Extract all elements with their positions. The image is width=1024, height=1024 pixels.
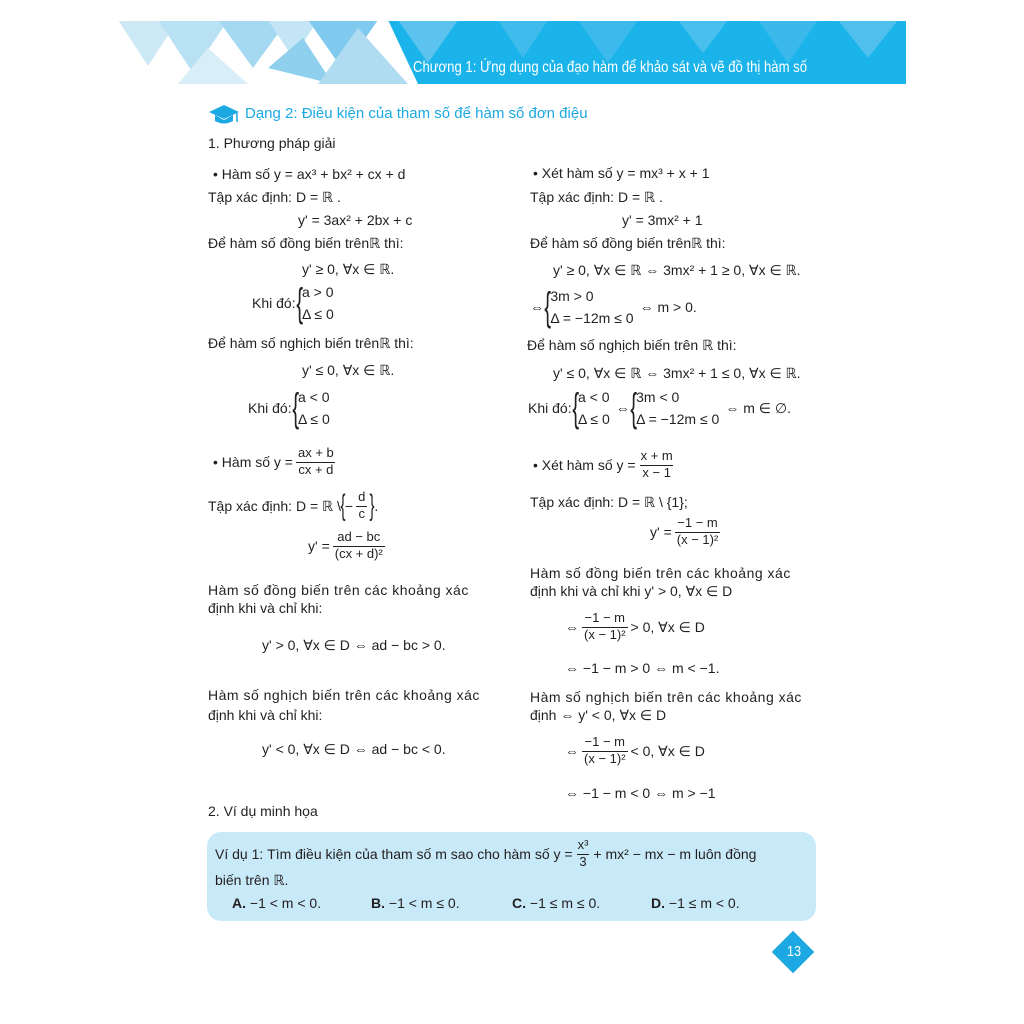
row: 3m > 0 bbox=[550, 287, 594, 304]
row: 3m < 0 bbox=[636, 388, 680, 405]
denominator: (x − 1)² bbox=[584, 750, 626, 766]
right-rational-domain: Tập xác định: D = ℝ \ {1}; bbox=[530, 494, 688, 510]
left-derivative: y' = 3ax² + 2bx + c bbox=[298, 212, 413, 228]
equiv: ⇔ bbox=[565, 742, 579, 759]
subsection-examples: 2. Ví dụ minh họa bbox=[208, 803, 318, 819]
text: Hàm số y = ax³ + bx² + cx + d bbox=[221, 166, 406, 182]
page-number: 13 bbox=[786, 943, 802, 960]
denominator: c bbox=[358, 506, 365, 521]
text: y' = bbox=[650, 523, 672, 540]
numerator: −1 − m bbox=[584, 734, 625, 749]
subsection-method: 1. Phương pháp giải bbox=[208, 135, 336, 151]
option-text: −1 ≤ m ≤ 0. bbox=[529, 895, 601, 911]
right-example-rational: • Xét hàm số y = $\frac{x + m}{x - 1}$ bbox=[533, 448, 673, 480]
example-box bbox=[207, 832, 816, 921]
right-system-decreasing: Khi đó: { a < 0 Δ ≤ 0 ⇔ { 3m < 0 Δ = −12m ≤ 0 ⇔ m ∈ ∅. bbox=[528, 386, 791, 430]
option-d[interactable] bbox=[651, 895, 740, 912]
text: Xét hàm số y = mx³ + x + 1 bbox=[541, 165, 710, 181]
option-text: −1 < m ≤ 0. bbox=[388, 895, 460, 911]
right-decreasing-ineq: y' ≤ 0, ∀x ∈ ℝ ⇔ 3mx² + 1 ≤ 0, ∀x ∈ ℝ. bbox=[553, 365, 801, 381]
numerator: d bbox=[358, 489, 366, 505]
right-decreasing-text-2: định ⇔ y' < 0, ∀x ∈ D bbox=[530, 707, 667, 723]
text: Xét hàm số y = bbox=[541, 456, 636, 473]
denominator: cx + d bbox=[298, 461, 334, 477]
result: ⇔ m > 0. bbox=[639, 298, 697, 315]
right-increasing-text-1: Hàm số đồng biến trên các khoảng xác bbox=[530, 565, 791, 581]
numerator: −1 − m bbox=[584, 610, 625, 625]
row: a < 0 bbox=[297, 388, 330, 405]
option-a[interactable] bbox=[232, 895, 321, 912]
example-question-line-1 bbox=[215, 838, 756, 870]
left-increasing-cond: Để hàm số đồng biến trênℝ thì: bbox=[208, 235, 404, 251]
text: > 0, ∀x ∈ D bbox=[630, 618, 705, 635]
option-letter: D. bbox=[651, 895, 665, 911]
left-increasing-ineq: y' ≥ 0, ∀x ∈ ℝ. bbox=[302, 261, 395, 277]
left-domain: Tập xác định: D = ℝ . bbox=[208, 189, 341, 205]
left-decreasing-ineq: y' ≤ 0, ∀x ∈ ℝ. bbox=[302, 362, 395, 378]
option-b[interactable] bbox=[371, 895, 460, 912]
option-c[interactable] bbox=[512, 895, 600, 912]
minus: − bbox=[344, 497, 354, 514]
denominator: 3 bbox=[579, 853, 587, 869]
left-increasing-text-1: Hàm số đồng biến trên các khoảng xác bbox=[208, 582, 469, 598]
example-question-line-2: biến trên ℝ. bbox=[215, 872, 289, 888]
left-formula-rational: • Hàm số y = $\frac{ax + b}{cx + d}$ bbox=[213, 445, 334, 477]
option-letter: B. bbox=[371, 895, 385, 911]
row: a < 0 bbox=[577, 388, 610, 405]
text: Tập xác định: D = ℝ \ bbox=[208, 497, 341, 514]
option-text: −1 ≤ m < 0. bbox=[668, 895, 740, 911]
left-rational-domain: Tập xác định: D = ℝ \ { − $\frac{d}{c}$ } . bbox=[208, 489, 379, 522]
right-increasing-ineq: y' ≥ 0, ∀x ∈ ℝ ⇔ 3mx² + 1 ≥ 0, ∀x ∈ ℝ. bbox=[553, 262, 801, 278]
left-decreasing-result: y' < 0, ∀x ∈ D ⇔ ad − bc < 0. bbox=[262, 741, 446, 757]
numerator: x + m bbox=[640, 448, 673, 463]
row: a > 0 bbox=[301, 283, 334, 300]
right-decreasing-text-1: Hàm số nghịch biến trên các khoảng xác bbox=[530, 689, 802, 705]
equiv: ⇔ bbox=[530, 298, 544, 315]
right-increasing-result: ⇔ −1 − m > 0 ⇔ m < −1. bbox=[565, 660, 720, 676]
numerator: x³ bbox=[577, 837, 589, 852]
equiv: ⇔ bbox=[615, 399, 630, 416]
left-increasing-text-2: định khi và chỉ khi: bbox=[208, 600, 323, 616]
text: + mx² − mx − m luôn đồng bbox=[593, 845, 757, 862]
option-text: −1 < m < 0. bbox=[249, 895, 322, 911]
text: y' = bbox=[308, 537, 330, 554]
right-system-increasing: ⇔ { 3m > 0 Δ = −12m ≤ 0 ⇔ m > 0. bbox=[530, 285, 697, 329]
text: . bbox=[374, 497, 379, 514]
left-system-decreasing: Khi đó: { a < 0 Δ ≤ 0 bbox=[248, 386, 330, 430]
right-derivative: y' = 3mx² + 1 bbox=[622, 212, 703, 228]
right-decreasing-frac bbox=[565, 735, 705, 767]
label: Khi đó: bbox=[248, 399, 292, 416]
right-example-cubic: • Xét hàm số y = mx³ + x + 1 bbox=[533, 165, 710, 181]
text: < 0, ∀x ∈ D bbox=[630, 742, 705, 759]
left-increasing-result: y' > 0, ∀x ∈ D ⇔ ad − bc > 0. bbox=[262, 637, 446, 653]
example-label: Ví dụ 1: bbox=[215, 845, 264, 862]
section-title: Dạng 2: Điều kiện của tham số để hàm số đơn điệu bbox=[245, 105, 588, 122]
equiv: ⇔ bbox=[565, 618, 579, 635]
left-formula-cubic: • Hàm số y = ax³ + bx² + cx + d bbox=[213, 166, 406, 182]
left-decreasing-cond: Để hàm số nghịch biến trênℝ thì: bbox=[208, 335, 414, 351]
denominator: x − 1 bbox=[642, 464, 671, 480]
chapter-title: Chương 1: Ứng dụng của đạo hàm để khảo sát và vẽ đồ thị hàm số bbox=[413, 59, 808, 76]
denominator: (x − 1)² bbox=[584, 626, 626, 642]
option-letter: A. bbox=[232, 895, 246, 911]
row: Δ = −12m ≤ 0 bbox=[636, 410, 720, 427]
row: Δ ≤ 0 bbox=[577, 410, 610, 427]
right-decreasing-result: ⇔ −1 − m < 0 ⇔ m > −1 bbox=[565, 785, 716, 801]
denominator: (cx + d)² bbox=[334, 545, 383, 561]
right-increasing-frac bbox=[565, 611, 705, 643]
numerator: −1 − m bbox=[677, 515, 718, 530]
text: Tìm điều kiện của tham số m sao cho hàm số y = bbox=[267, 845, 573, 862]
left-system-increasing: Khi đó: { a > 0 Δ ≤ 0 bbox=[252, 281, 334, 325]
right-domain: Tập xác định: D = ℝ . bbox=[530, 189, 663, 205]
right-rational-derivative bbox=[650, 516, 723, 548]
right-increasing-cond: Để hàm số đồng biến trênℝ thì: bbox=[530, 235, 726, 251]
result: ⇔ m ∈ ∅. bbox=[725, 399, 791, 416]
text: Hàm số y = bbox=[221, 453, 293, 470]
chapter-banner bbox=[118, 18, 906, 84]
label: Khi đó: bbox=[252, 294, 296, 311]
right-increasing-text-2: định khi và chỉ khi y' > 0, ∀x ∈ D bbox=[530, 583, 733, 599]
numerator: ax + b bbox=[298, 445, 334, 460]
right-decreasing-cond: Để hàm số nghịch biến trên ℝ thì: bbox=[527, 337, 737, 353]
left-rational-derivative bbox=[308, 530, 388, 562]
numerator: ad − bc bbox=[337, 529, 381, 544]
graduation-cap-icon bbox=[208, 103, 240, 125]
label: Khi đó: bbox=[528, 399, 572, 416]
left-decreasing-text-2: định khi và chỉ khi: bbox=[208, 707, 323, 723]
denominator: (x − 1)² bbox=[676, 531, 719, 547]
row: Δ ≤ 0 bbox=[297, 410, 330, 427]
left-decreasing-text-1: Hàm số nghịch biến trên các khoảng xác bbox=[208, 687, 480, 703]
row: Δ = −12m ≤ 0 bbox=[550, 309, 634, 326]
row: Δ ≤ 0 bbox=[301, 305, 334, 322]
option-letter: C. bbox=[512, 895, 526, 911]
